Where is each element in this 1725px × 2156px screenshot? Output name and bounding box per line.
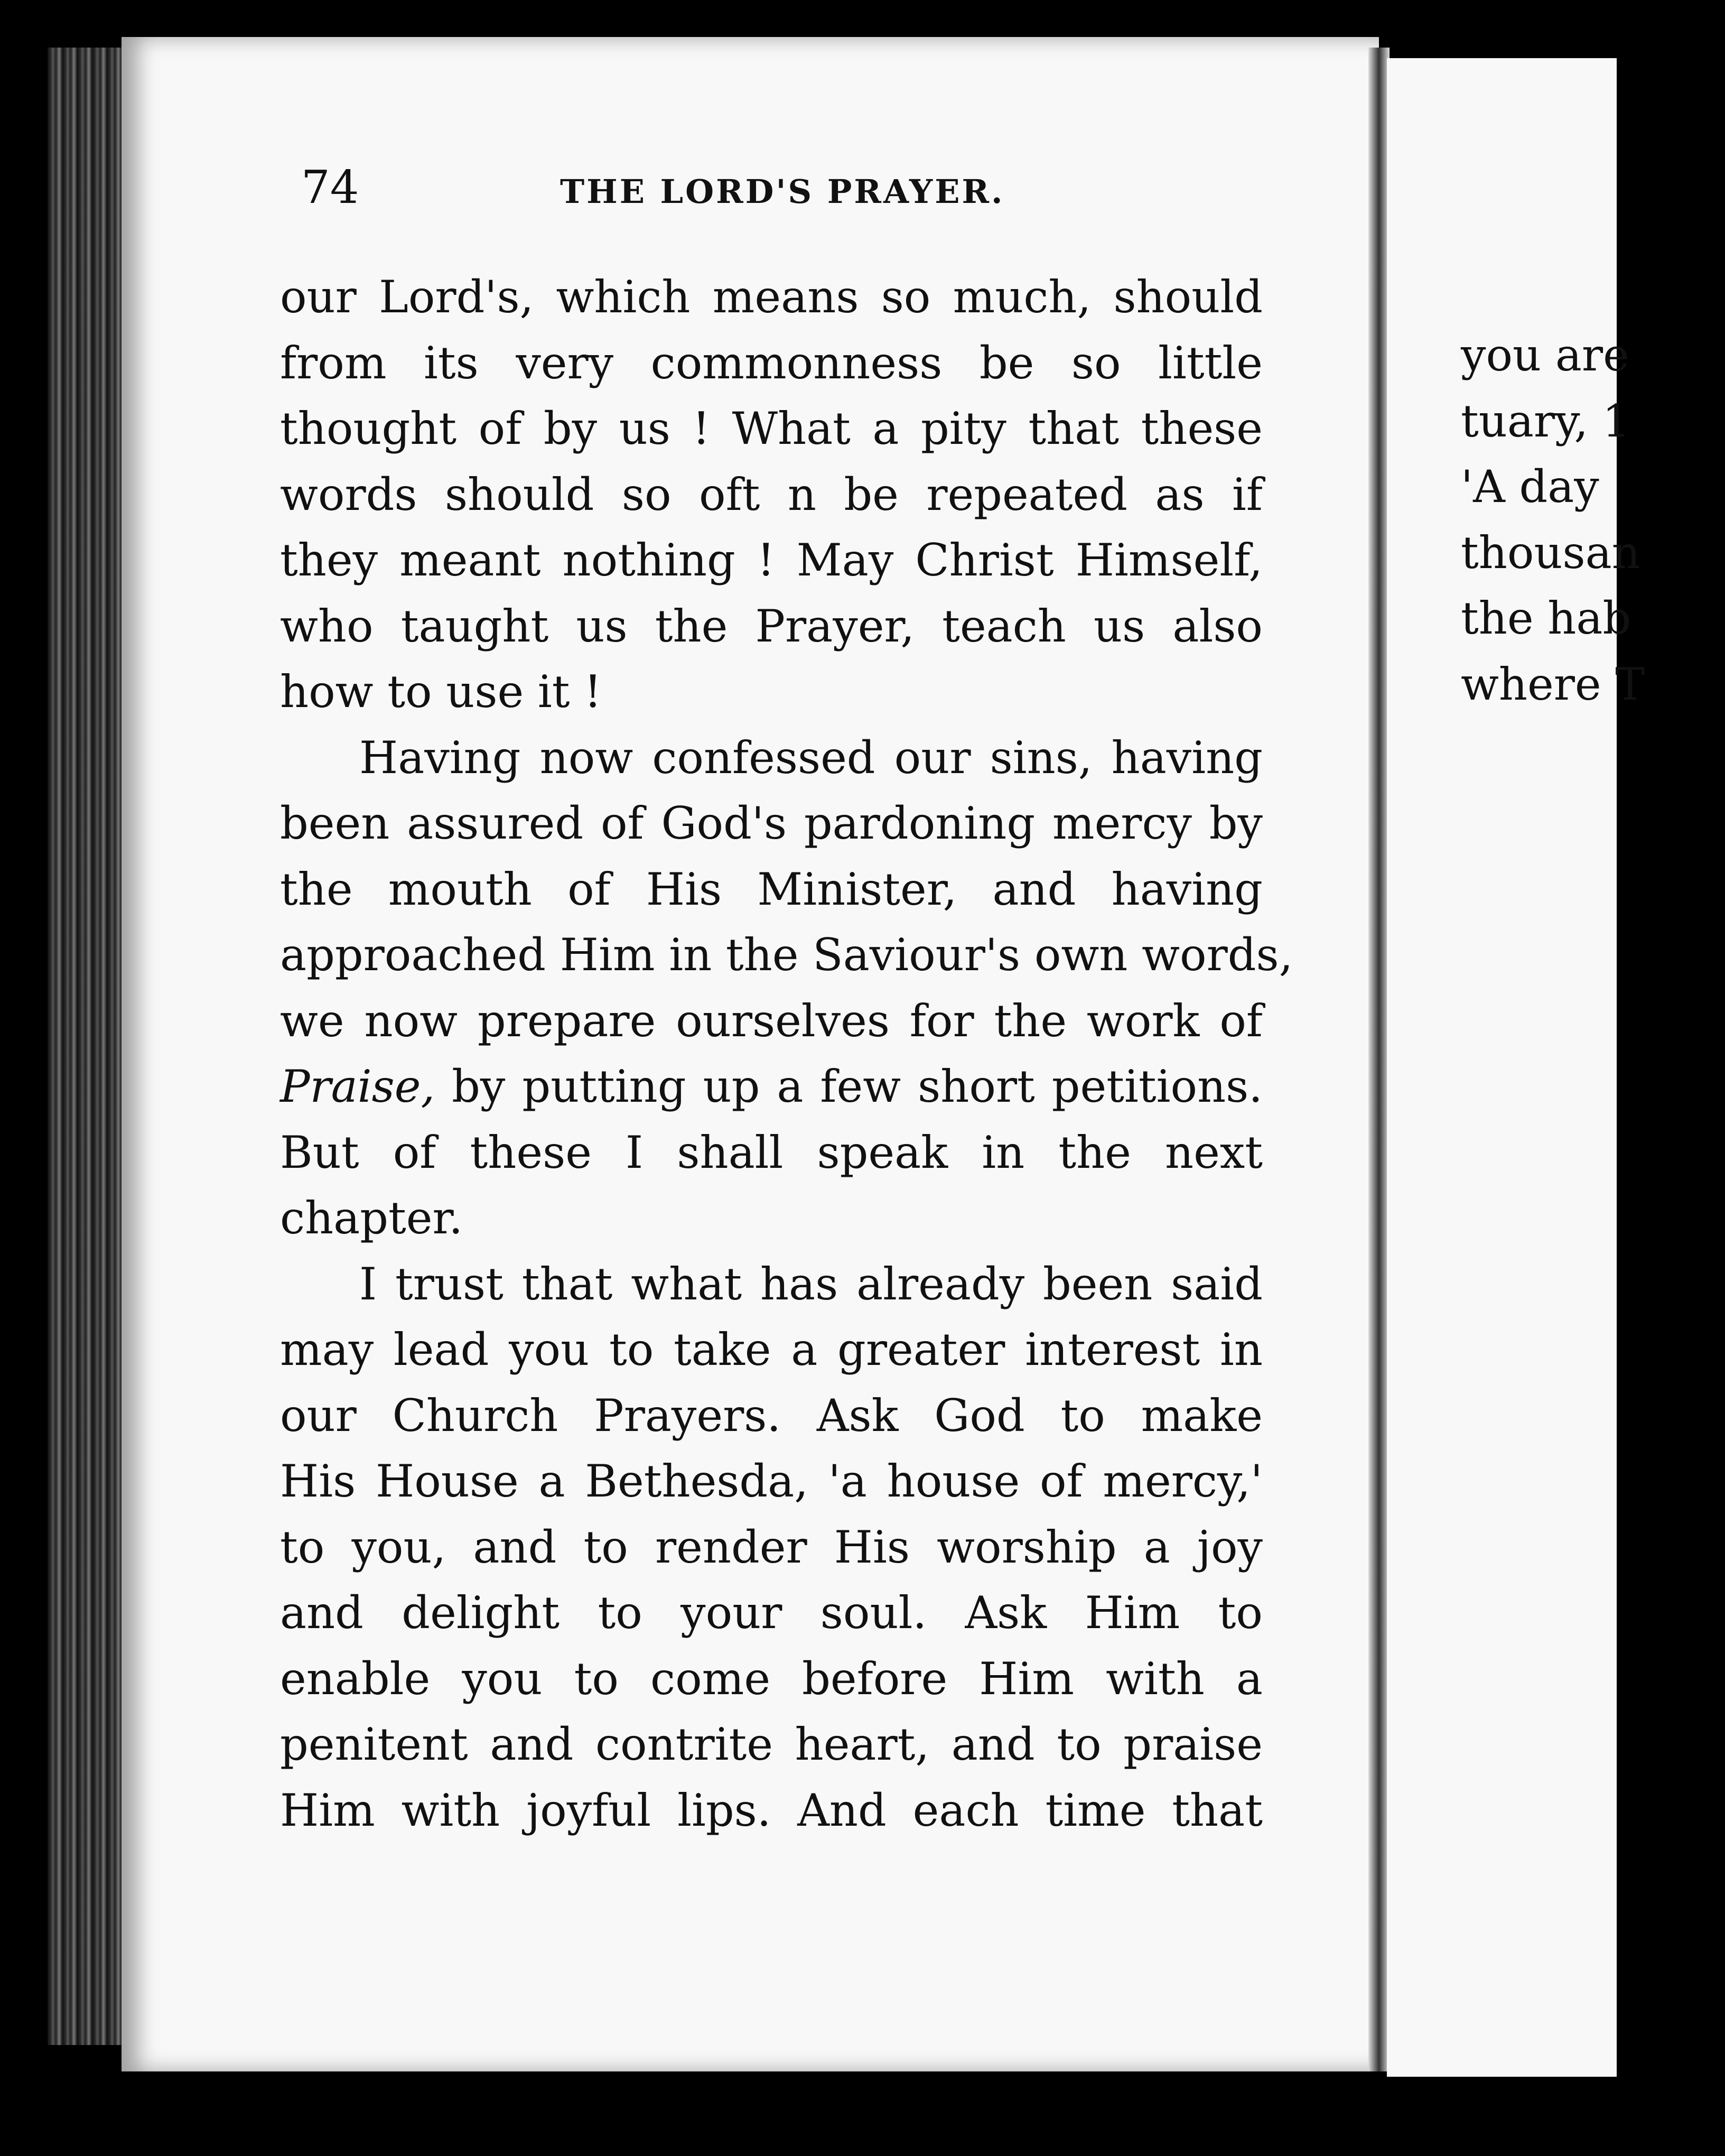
text-line: from its very commonness be so little xyxy=(280,337,1263,389)
text-line: the mouth of His Minister, and having xyxy=(280,863,1263,915)
text-line: I trust that what has already been said xyxy=(359,1258,1263,1310)
text-line: thought of by us ! What a pity that these xyxy=(280,403,1263,454)
text-line: approached Him in the Saviour's own words, xyxy=(280,929,1293,981)
text-line: been assured of God's pardoning mercy by xyxy=(280,797,1263,849)
text-line: who taught us the Prayer, teach us also xyxy=(280,600,1263,652)
text-line xyxy=(280,1054,1263,1120)
text-line: Him with joyful lips. And each time that xyxy=(280,1784,1263,1836)
text-line: His House a Bethesda, 'a house of mercy,' xyxy=(280,1455,1263,1507)
right-line: 'A day xyxy=(1461,461,1599,513)
text-line: our Church Prayers. Ask God to make xyxy=(280,1389,1263,1442)
text-line: words should so oft n be repeated as if xyxy=(280,468,1263,521)
right-page xyxy=(1387,58,1645,2077)
text-span: by putting up a few short petitions. xyxy=(452,1061,1263,1112)
right-line: thousan xyxy=(1461,526,1640,579)
text-line: Having now confessed our sins, having xyxy=(359,731,1263,784)
text-line: how to use it ! xyxy=(280,666,602,718)
text-line: may lead you to take a greater interest in xyxy=(280,1324,1263,1376)
text-line: our Lord's, which means so much, should xyxy=(280,271,1263,323)
right-line: where T xyxy=(1461,658,1645,710)
text-line: to you, and to render His worship a joy xyxy=(280,1521,1263,1573)
right-page-text xyxy=(1461,322,1725,717)
text-line: enable you to come before Him with a xyxy=(280,1652,1263,1705)
right-line: you are xyxy=(1461,329,1629,381)
page-header xyxy=(296,159,1300,217)
text-line: But of these I shall speak in the next xyxy=(280,1126,1263,1178)
italic-word: Praise, xyxy=(280,1061,435,1112)
page-gutter xyxy=(1368,48,1390,2071)
text-line: penitent and contrite heart, and to praise xyxy=(280,1718,1263,1770)
text-line: we now prepare ourselves for the work of xyxy=(280,995,1263,1047)
text-line: they meant nothing ! May Christ Himself, xyxy=(280,534,1263,586)
running-head: THE LORD'S PRAYER. xyxy=(560,172,1005,211)
body-text xyxy=(280,264,1293,1843)
text-line: chapter. xyxy=(280,1192,463,1244)
right-line: tuary, 1 xyxy=(1461,395,1631,447)
page-number: 74 xyxy=(301,161,359,214)
right-line: the hab xyxy=(1461,592,1631,644)
text-line: and delight to your soul. Ask Him to xyxy=(280,1587,1263,1639)
